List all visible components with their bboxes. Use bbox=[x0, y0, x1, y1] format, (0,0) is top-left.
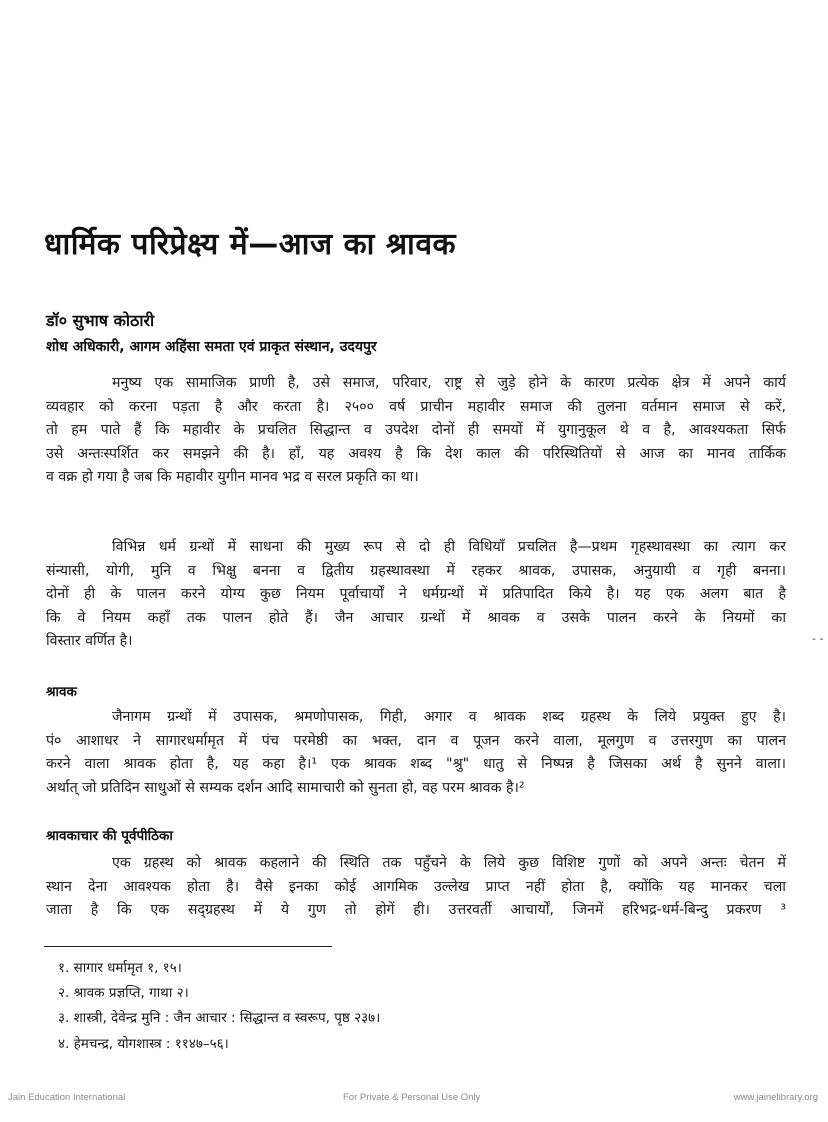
text-line: व वक्र हो गया है जब कि महावीर युगीन मानव भद्र व सरल प्रकृति का था। bbox=[46, 469, 419, 486]
text-line: विस्तार वर्णित है। bbox=[46, 633, 133, 650]
footnote-divider bbox=[44, 946, 332, 947]
section-heading-shravak: श्रावक bbox=[46, 684, 77, 700]
text-line: व्यवहार को करना पड़ता है और करता है। २५०० वर्ष प्राचीन महावीर समाज की तुलना वर्तमान समाज से करें, bbox=[46, 398, 786, 415]
footnote-3: ३. शास्त्री, देवेन्द्र मुनि : जैन आचार : सिद्धान्त व स्वरूप, पृष्ठ २३७। bbox=[58, 1010, 381, 1027]
footer-website-link[interactable]: www.jainelibrary.org bbox=[733, 1092, 818, 1103]
text-line: पं० आशाधर ने सागारधर्मामृत में पंच परमेष्ठी का भक्त, दान व पूजन करने वाला, मूलगुण व उत्तरगुण का पालन bbox=[46, 732, 786, 749]
text-line: स्थान देना आवश्यक होता है। वैसे इनका कोई आगमिक उल्लेख प्राप्त नहीं होता है, क्योंकि यह मानकर चला bbox=[46, 878, 786, 895]
footnote-1: १. सागार धर्मामृत १, १५। bbox=[58, 960, 182, 976]
footnote-4: ४. हेमचन्द्र, योगशास्त्र : ११४७–५६। bbox=[58, 1035, 229, 1052]
section-heading-purvapithika: श्रावकाचार की पूर्वपीठिका bbox=[46, 828, 173, 844]
text-line: एक ग्रहस्थ को श्रावक कहलाने की स्थिति तक पहुँचने के लिये कुछ विशिष्ट गुणों को अपने अन्तः चेतन में bbox=[112, 855, 786, 871]
text-line: तो हम पाते हैं कि महावीर के प्रचलित सिद्धान्त व उपदेश दोनों ही समयों में युगानुकूल थे व है, आवश्यकता सिर्फ bbox=[46, 422, 786, 439]
text-line: करने वाला श्रावक होता है, यह कहा है।¹ एक श्रावक शब्द "श्रु" धातु से निष्पन्न है जिसका अर्थ है सुनने वाला। bbox=[46, 756, 786, 773]
paragraph-sadhana bbox=[46, 536, 786, 654]
text-line: कि वे नियम कहाँ तक पालन होते हैं। जैन आचार ग्रन्थों में श्रावक व उसके पालन करने के नियमों का bbox=[46, 609, 786, 626]
paragraph-purvapithika bbox=[46, 852, 786, 923]
footnote-2: २. श्रावक प्रज्ञप्ति, गाथा २। bbox=[58, 985, 189, 1002]
author-affiliation: शोध अधिकारी, आगम अहिंसा समता एवं प्राकृत संस्थान, उदयपुर bbox=[46, 339, 377, 355]
text-line: जाता है कि एक सद्ग्रहस्थ में ये गुण तो होगें ही। उत्तरवर्ती आचार्यों, जिनमें हरिभद्र-धर्म-बिन्दु प्रकरण ³ bbox=[46, 902, 786, 919]
text-line: दोनों ही के पालन करने योग्य कुछ नियम पूर्वाचार्यों ने धर्मग्रन्थों में प्रतिपादित किये है। यह एक अलग बात है bbox=[46, 586, 786, 603]
author-name: डॉ० सुभाष कोठारी bbox=[46, 311, 155, 330]
footer-publisher: Jain Education International bbox=[8, 1092, 126, 1103]
footnotes bbox=[58, 956, 380, 1057]
text-line: उसे अन्तःस्पर्शित कर समझने की है। हाँ, यह अवश्य है कि देश काल की परिस्थितियों से आज का मानव तार्किक bbox=[46, 445, 786, 462]
text-line: मनुष्य एक सामाजिक प्राणी है, उसे समाज, परिवार, राष्ट्र से जुड़े होने के कारण प्रत्येक क्षेत्र में अपने कार्य bbox=[112, 375, 786, 391]
text-line: विभिन्न धर्म ग्रन्थों में साधना की मुख्य रूप से दो ही विधियाँ प्रचलित है—प्रथम गृहस्थावस्था का त्याग कर bbox=[112, 539, 786, 555]
footer-usage-note: For Private & Personal Use Only bbox=[343, 1092, 481, 1103]
margin-mark: - - bbox=[812, 632, 824, 645]
text-line: अर्थात् जो प्रतिदिन साधुओं से सम्यक दर्शन आदि सामाचारी को सुनता हो, वह परम श्रावक है।² bbox=[46, 779, 525, 796]
text-line: जैनागम ग्रन्थों में उपासक, श्रमणोपासक, गिही, अगार व श्रावक शब्द ग्रहस्थ के लिये प्रयुक्त हुए है। bbox=[112, 709, 786, 725]
article-title: धार्मिक परिप्रेक्ष्य में—आज का श्रावक bbox=[44, 227, 457, 262]
paragraph-intro bbox=[46, 372, 786, 490]
text-line: संन्यासी, योगी, मुनि व भिक्षु बनना व द्वितीय ग्रहस्थावस्था में रहकर श्रावक, उपासक, अनुयायी व गृही बनना। bbox=[46, 562, 786, 579]
paragraph-shravak bbox=[46, 706, 786, 800]
